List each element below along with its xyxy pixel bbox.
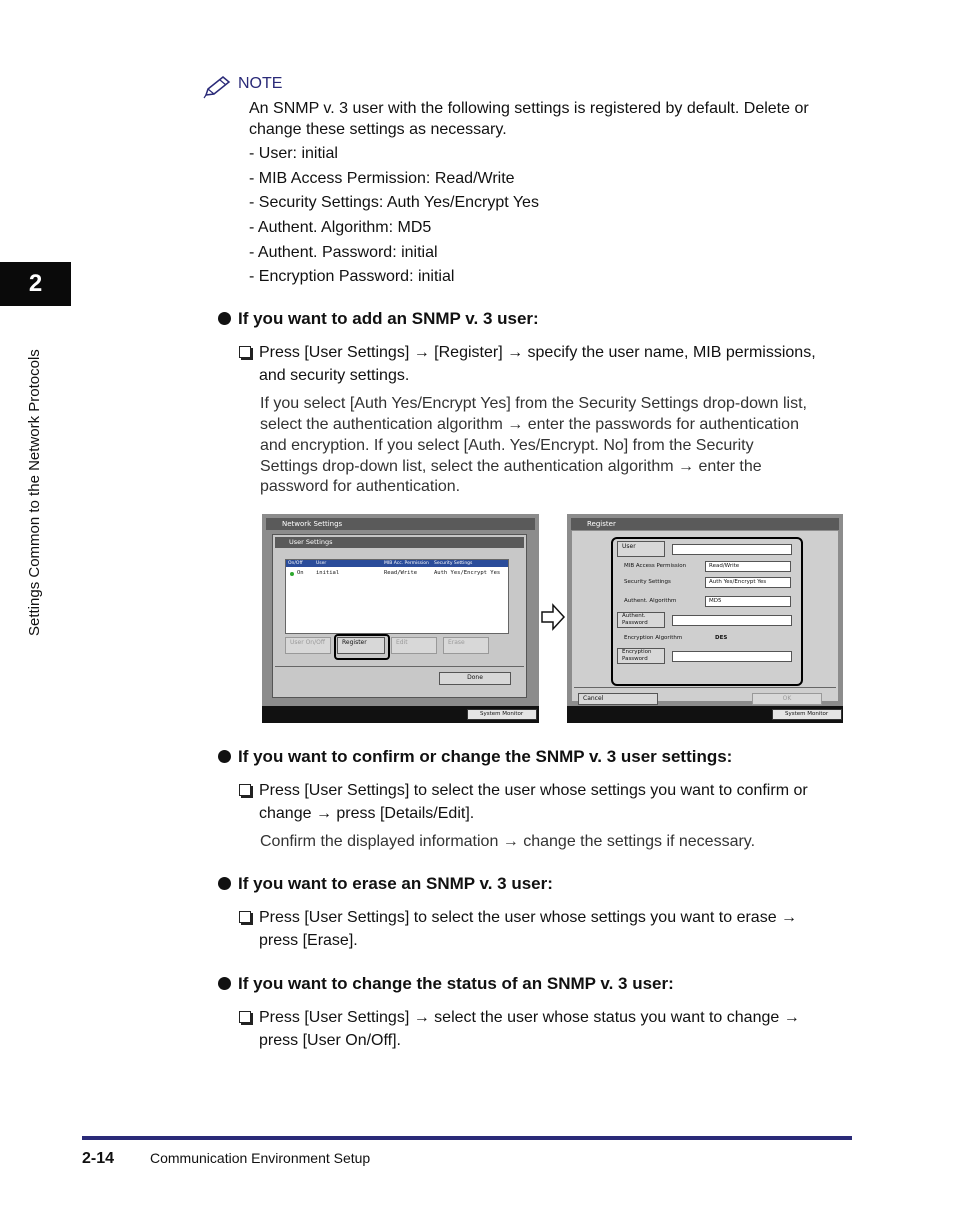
done-button[interactable]: Done — [439, 672, 511, 685]
desc-add-line: and encryption. If you select [Auth. Yes/Encrypt. No] from the Security — [260, 437, 754, 454]
security-value: Auth Yes/Encrypt Yes — [709, 579, 767, 585]
row-user: initial — [316, 570, 340, 576]
arrow-right-icon — [540, 603, 566, 631]
enc-password-field[interactable] — [672, 651, 792, 662]
window-title: Network Settings — [266, 518, 535, 530]
note-item: - MIB Access Permission: Read/Write — [249, 170, 515, 187]
algorithm-select[interactable] — [705, 596, 791, 607]
step-confirm-line2: change → press [Details/Edit]. — [259, 805, 475, 822]
enc-password-line2: Password — [622, 656, 648, 662]
checkbox-icon — [239, 784, 251, 796]
section-heading-add: If you want to add an SNMP v. 3 user: — [238, 309, 539, 328]
note-item: - Security Settings: Auth Yes/Encrypt Yes — [249, 194, 539, 211]
enc-password-button[interactable] — [617, 648, 665, 664]
checkbox-icon — [239, 346, 251, 358]
window-title: Register — [571, 518, 839, 530]
register-button[interactable]: Register — [337, 637, 385, 654]
checkbox-icon — [239, 911, 251, 923]
mib-value: Read/Write — [709, 563, 740, 569]
cancel-button[interactable]: Cancel — [578, 693, 658, 705]
col-mib: MIB Acc. Permission — [384, 561, 429, 566]
row-status: On — [297, 570, 304, 576]
user-field[interactable] — [672, 544, 792, 555]
enc-algorithm-value: DES — [715, 635, 728, 641]
note-item: - Authent. Algorithm: MD5 — [249, 219, 432, 236]
desc-add-line: password for authentication. — [260, 478, 461, 495]
enc-algorithm-label: Encryption Algorithm — [624, 635, 683, 641]
chapter-number: 2 — [28, 270, 43, 297]
desc-add-line: select the authentication algorithm → enter the passwords for authentication — [260, 416, 799, 433]
user-list — [285, 559, 509, 634]
row-mib: Read/Write — [384, 570, 418, 576]
step-status-line1: Press [User Settings] → select the user whose status you want to change → — [259, 1009, 800, 1026]
table-row[interactable] — [286, 569, 508, 578]
status-on-icon — [290, 572, 294, 576]
bullet-icon — [218, 877, 231, 890]
footer-section: Communication Environment Setup — [150, 1150, 371, 1166]
mib-select[interactable] — [705, 561, 791, 572]
security-select[interactable] — [705, 577, 791, 588]
note-intro-line1: An SNMP v. 3 user with the following settings is registered by default. Delete or — [249, 100, 809, 117]
step-add-line1: Press [User Settings] → [Register] → specify the user name, MIB permissions, — [259, 344, 816, 361]
desc-add-line: If you select [Auth Yes/Encrypt Yes] from the Security Settings drop-down list, — [260, 395, 807, 412]
screenshot-register — [567, 514, 843, 723]
panel-title: User Settings — [275, 537, 524, 548]
mib-label: MIB Access Permission — [624, 563, 687, 569]
page-number: 2-14 — [82, 1150, 115, 1167]
col-user: User — [316, 561, 327, 566]
system-monitor-button[interactable]: System Monitor — [772, 709, 842, 720]
security-label: Security Settings — [624, 579, 671, 585]
user-onoff-button[interactable]: User On/Off — [285, 637, 331, 654]
screenshot-user-settings — [262, 514, 539, 723]
footer-rule — [82, 1136, 852, 1140]
user-button[interactable]: User — [617, 541, 665, 557]
step-add-line2: and security settings. — [259, 367, 410, 384]
col-onoff: On/Off — [288, 561, 303, 566]
bullet-icon — [218, 977, 231, 990]
note-item: - User: initial — [249, 145, 338, 162]
divider — [275, 666, 524, 667]
register-panel — [572, 531, 838, 701]
pencil-note-icon — [203, 75, 233, 99]
step-confirm-line1: Press [User Settings] to select the user whose settings you want to confirm or — [259, 782, 808, 799]
step-status-line2: press [User On/Off]. — [259, 1032, 401, 1049]
system-monitor-button[interactable]: System Monitor — [467, 709, 537, 720]
desc-add-line: Settings drop-down list, select the authentication algorithm → enter the — [260, 458, 762, 475]
erase-button[interactable]: Erase — [443, 637, 489, 654]
bullet-icon — [218, 750, 231, 763]
auth-password-field[interactable] — [672, 615, 792, 626]
note-item: - Encryption Password: initial — [249, 268, 455, 285]
col-security: Security Settings — [434, 561, 473, 566]
note-item: - Authent. Password: initial — [249, 244, 438, 261]
list-header — [286, 560, 508, 567]
chapter-tab — [0, 262, 71, 306]
user-settings-panel — [272, 534, 527, 698]
checkbox-icon — [239, 1011, 251, 1023]
section-heading-erase: If you want to erase an SNMP v. 3 user: — [238, 874, 553, 893]
step-erase-line1: Press [User Settings] to select the user whose settings you want to erase → — [259, 909, 798, 926]
register-highlight — [334, 634, 390, 660]
bullet-icon — [218, 312, 231, 325]
chapter-title-vertical: Settings Common to the Network Protocols — [26, 349, 43, 636]
auth-password-line2: Password — [622, 620, 648, 626]
edit-button[interactable]: Edit — [391, 637, 437, 654]
section-heading-confirm: If you want to confirm or change the SNMP v. 3 user settings: — [238, 747, 733, 766]
row-security: Auth Yes/Encrypt Yes — [434, 570, 501, 576]
auth-password-button[interactable] — [617, 612, 665, 628]
note-intro-line2: change these settings as necessary. — [249, 121, 507, 138]
note-label: NOTE — [238, 75, 283, 92]
algorithm-label: Authent. Algorithm — [624, 598, 677, 604]
enc-password-line1: Encryption — [622, 649, 652, 655]
ok-button[interactable]: OK — [752, 693, 822, 705]
divider — [574, 687, 836, 688]
section-heading-status: If you want to change the status of an SNMP v. 3 user: — [238, 974, 674, 993]
desc-confirm: Confirm the displayed information → change the settings if necessary. — [260, 833, 756, 850]
algorithm-value: MD5 — [709, 598, 722, 604]
step-erase-line2: press [Erase]. — [259, 932, 358, 949]
auth-password-line1: Authent. — [622, 613, 646, 619]
